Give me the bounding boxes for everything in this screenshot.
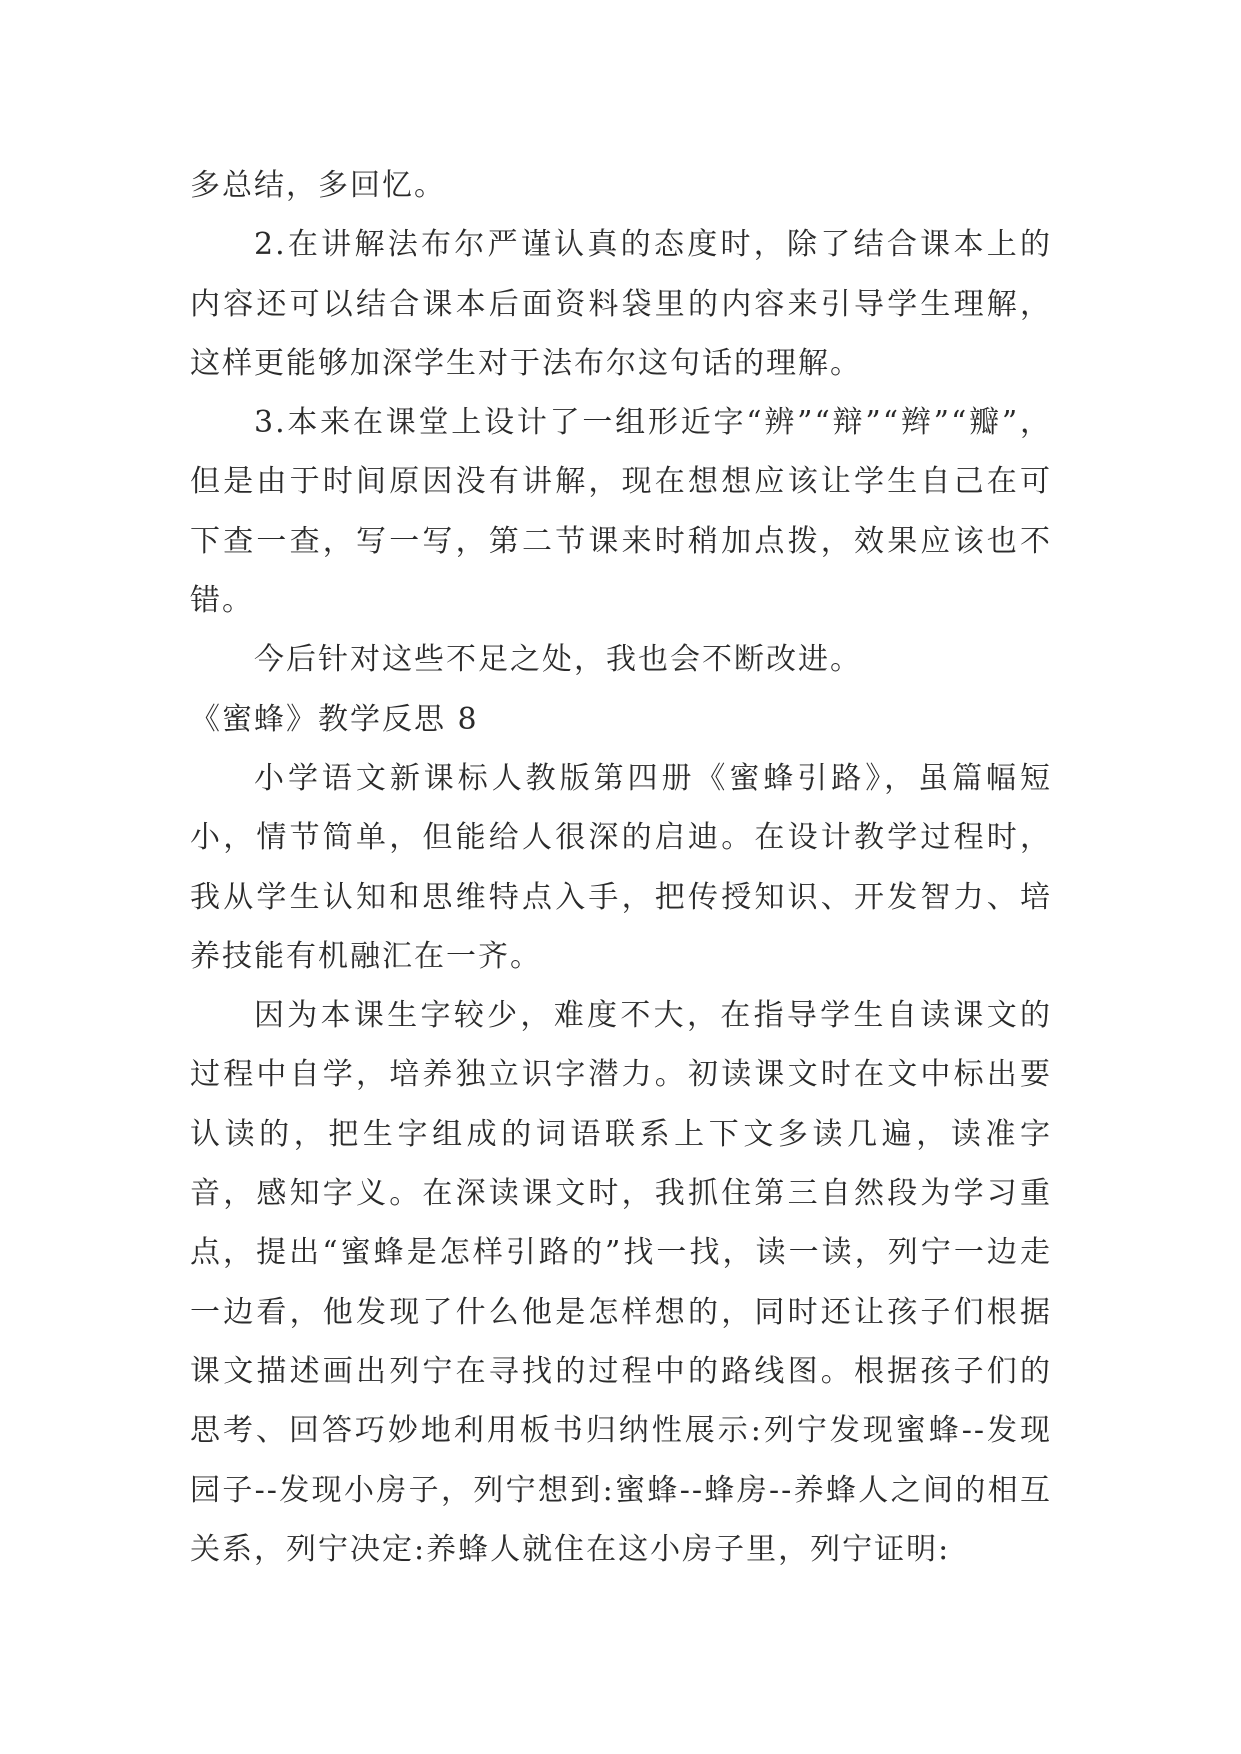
paragraph-1: 多总结，多回忆。 <box>190 168 446 203</box>
paragraph-2: 2.在讲解法布尔严谨认真的态度时，除了结合课本上的内容还可以结合课本后面资料袋里的内容来引导学生理解，这样更能够加深学生对于法布尔这句话的理解。 <box>190 227 1052 381</box>
paragraph-6: 因为本课生字较少，难度不大，在指导学生自读课文的过程中自学，培养独立识字潜力。初读课文时在文中标出要认读的，把生字组成的词语联系上下文多读几遍，读准字音，感知字义。在深读课文时，我抓住第三自然段为学习重点，提出“蜜蜂是怎样引路的”找一找，读一读，列宁一边走一边看，他发现了什么他是怎样想的，同时还让孩子们根据课文描述画出列宁在寻找的过程中的路线图。根据孩子们的思考、回答巧妙地利用板书归纳性展示:列宁发现蜜蜂--发现园子--发现小房子，列宁想到:蜜蜂--蜂房--养蜂人之间的相互关系，列宁决定:养蜂人就住在这小房子里，列宁证明: <box>190 998 1052 1567</box>
paragraph-5: 小学语文新课标人教版第四册《蜜蜂引路》，虽篇幅短小，情节简单，但能给人很深的启迪。在设计教学过程时，我从学生认知和思维特点入手，把传授知识、开发智力、培养技能有机融汇在一齐。 <box>190 760 1052 974</box>
document-body <box>190 156 1052 1579</box>
paragraph-3: 3.本来在课堂上设计了一组形近字“辨”“辩”“辫”“瓣”，但是由于时间原因没有讲解，现在想想应该让学生自己在可下查一查，写一写，第二节课来时稍加点拨，效果应该也不错。 <box>190 405 1052 619</box>
section-heading: 《蜜蜂》教学反思 8 <box>190 701 479 737</box>
paragraph-4: 今后针对这些不足之处，我也会不断改进。 <box>254 642 862 678</box>
